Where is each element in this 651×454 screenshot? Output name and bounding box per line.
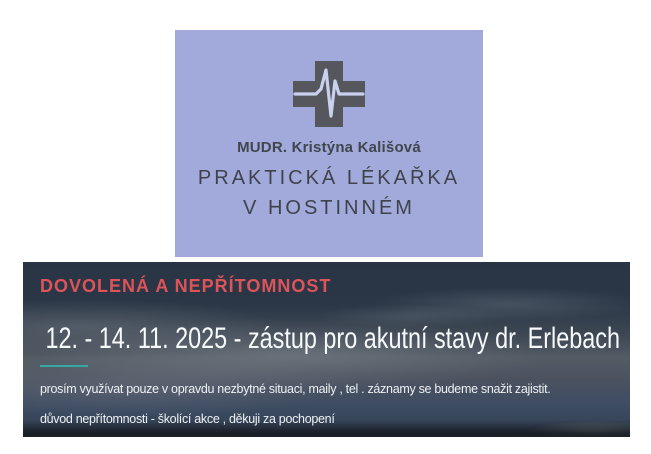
notice-date-line: 12. - 14. 11. 2025 - zástup pro akutní stavy dr. Erlebach xyxy=(45,322,620,355)
medical-cross-ekg-icon xyxy=(175,61,483,127)
brand-title xyxy=(175,163,483,223)
absence-notice-banner xyxy=(23,262,630,437)
notice-note-1: prosím využívat pouze v opravdu nezbytné situaci, maily , tel . záznamy se budeme snažit zajistit. xyxy=(40,382,551,396)
brand-title-line1: PRAKTICKÁ LÉKAŘKA xyxy=(197,167,461,189)
notice-note-2: důvod nepřítomnosti - školící akce , děkuji za pochopení xyxy=(40,412,335,426)
accent-underline xyxy=(40,365,88,367)
brand-panel xyxy=(175,30,483,257)
notice-heading: DOVOLENÁ A NEPŘÍTOMNOST xyxy=(40,276,332,296)
doctor-name: MUDR. Kristýna Kališová xyxy=(237,139,421,156)
brand-title-line2: V HOSTINNÉM xyxy=(243,197,415,219)
